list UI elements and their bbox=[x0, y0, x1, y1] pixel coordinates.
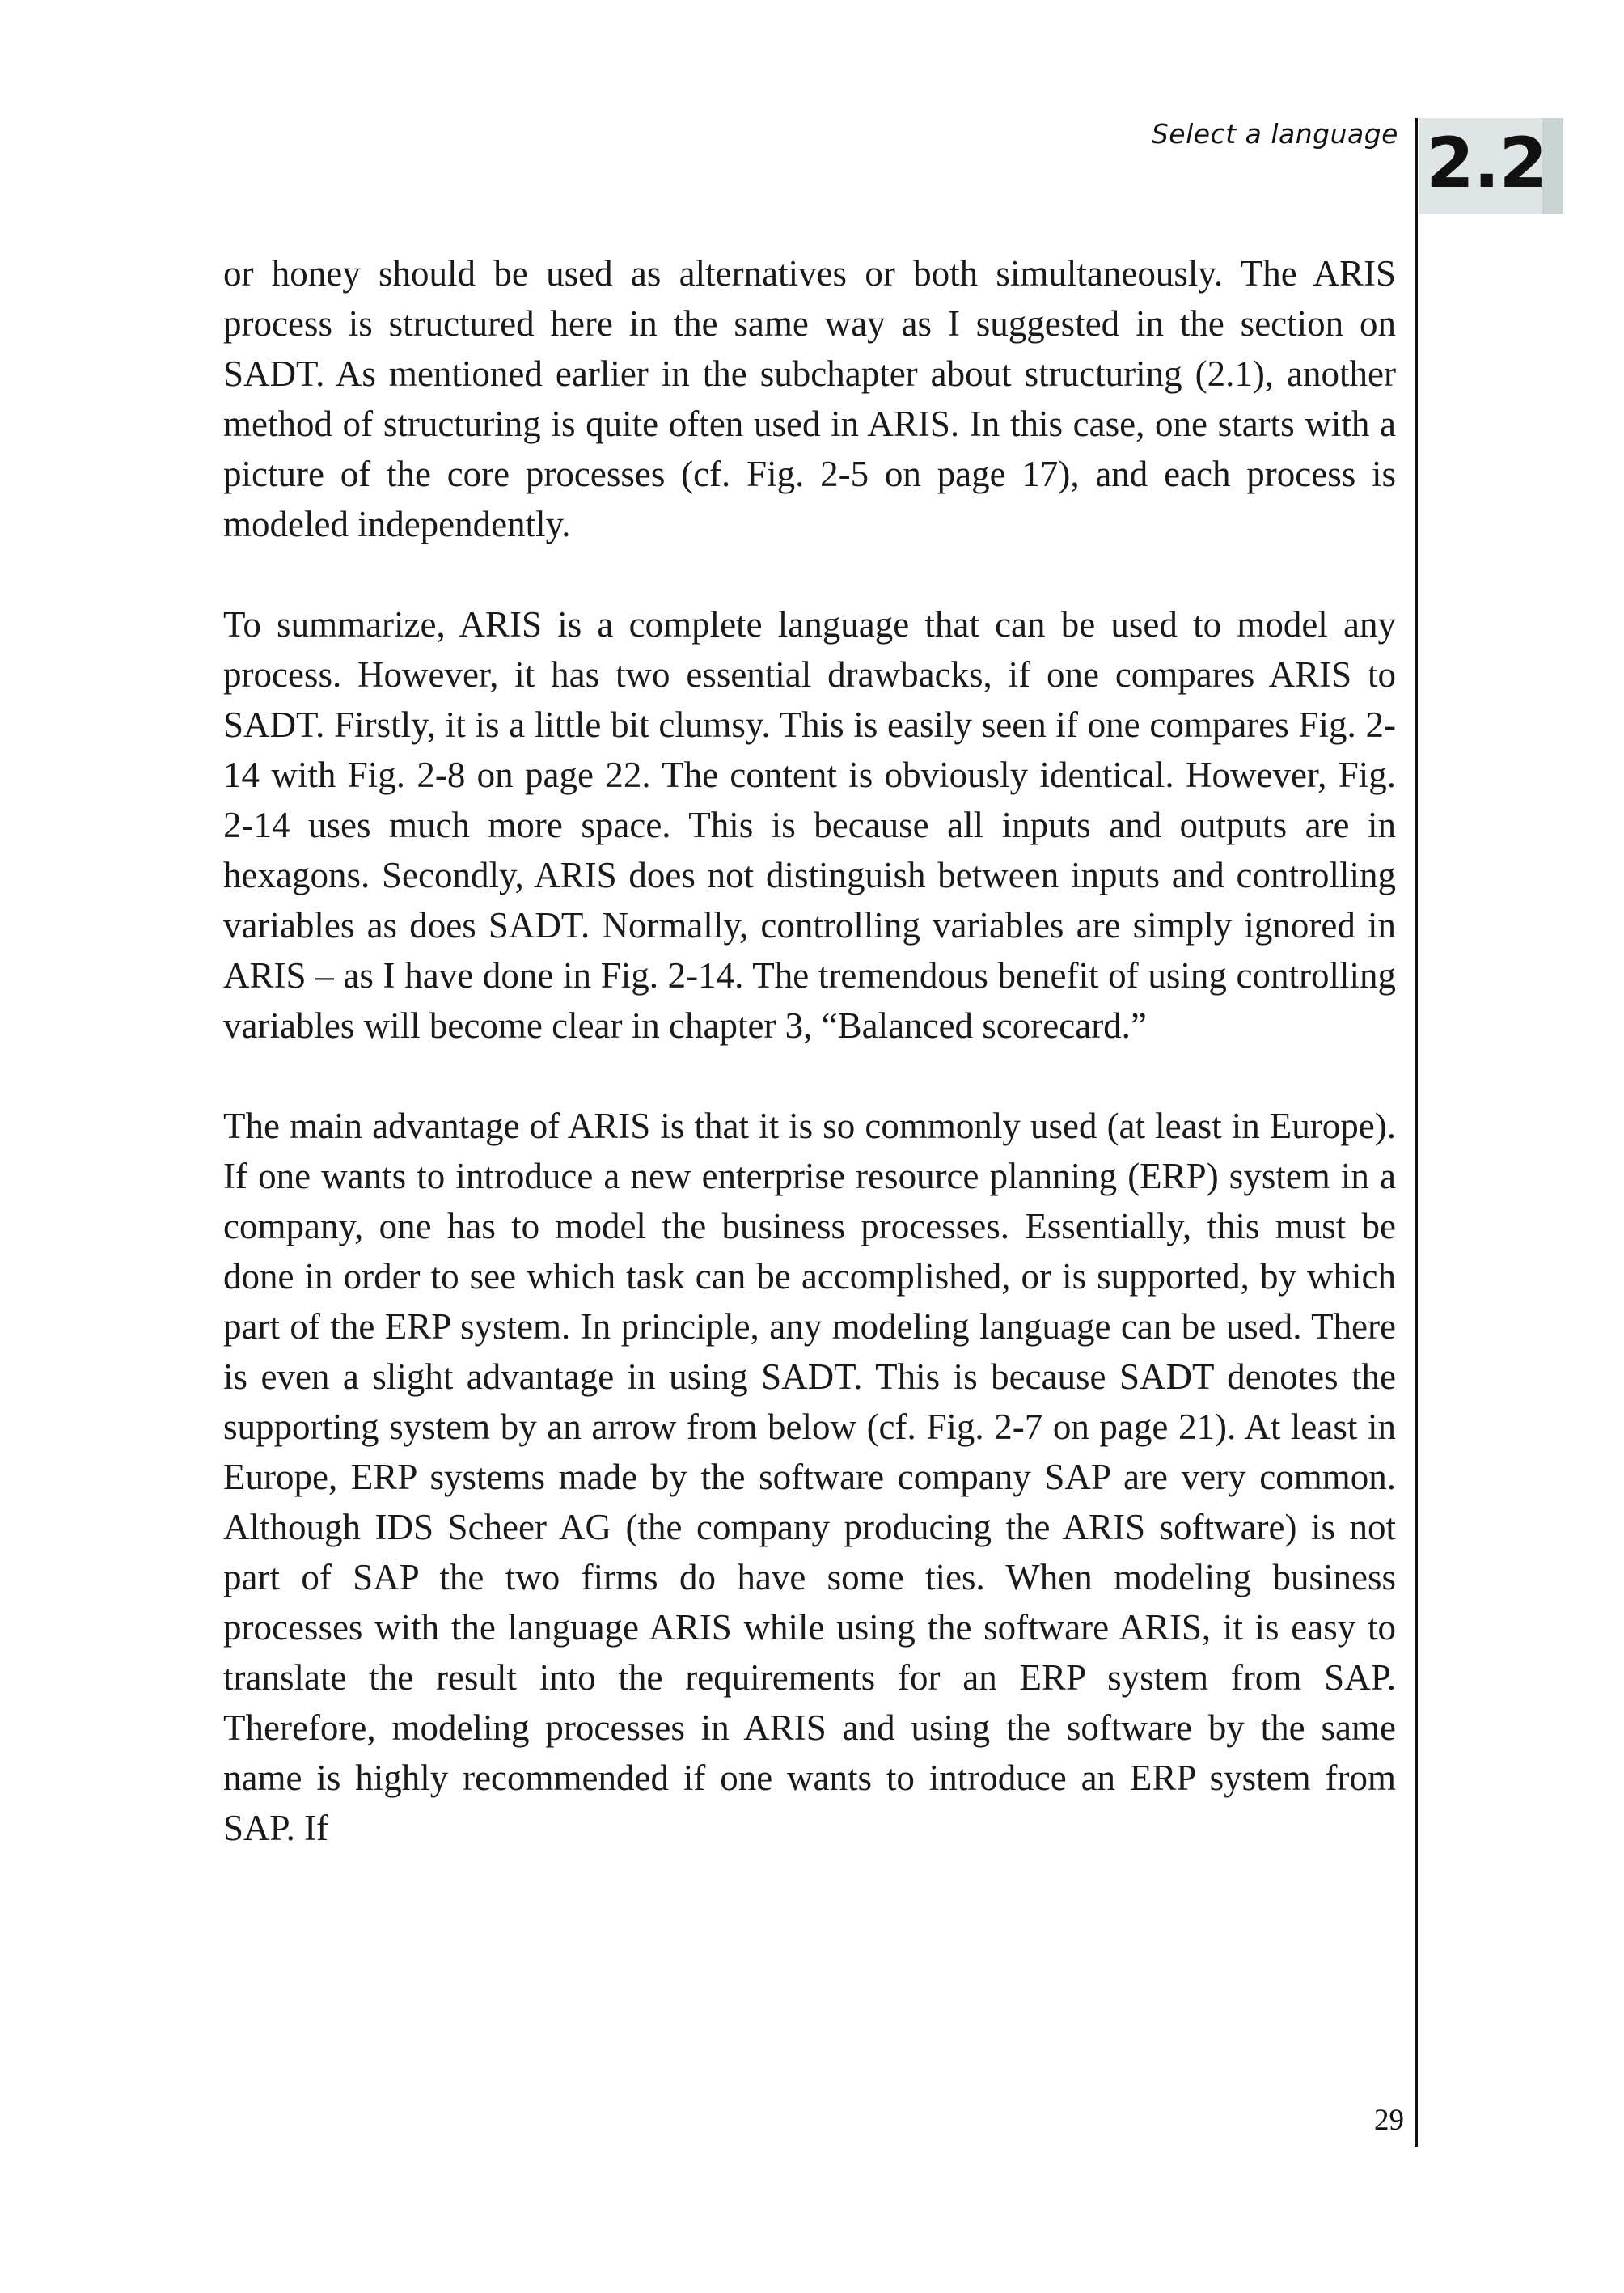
page-number: 29 bbox=[1374, 2104, 1404, 2137]
margin-vertical-rule bbox=[1415, 118, 1418, 2147]
chapter-tab bbox=[1419, 118, 1563, 214]
paragraph-2: To summarize, ARIS is a complete language that can be used to model any process. However, it has two essential drawbacks, if one compares ARIS to SADT. Firstly, it is a little bit clumsy. This is easily seen if one compares Fig. 2-14 with Fig. 2-8 on page 22. The content is obviously identical. However, Fig. 2-14 uses much more space. This is because all inputs and outputs are in hexagons. Secondly, ARIS does not distinguish between inputs and controlling variables as does SADT. Normally, controlling variables are simply ignored in ARIS – as I have done in Fig. 2-14. The tremendous benefit of using controlling variables will become clear in chapter 3, “Balanced scorecard.” bbox=[223, 604, 1396, 1046]
body-text bbox=[223, 248, 1396, 1853]
running-header-title: Select a language bbox=[1151, 118, 1398, 150]
paragraph-1: or honey should be used as alternatives or both simultaneously. The ARIS process is structured here in the same way as I suggested in the section on SADT. As mentioned earlier in the subchapter about structuring (2.1), another method of structuring is quite often used in ARIS. In this case, one starts with a picture of the core processes (cf. Fig. 2-5 on page 17), and each process is modeled independently. bbox=[223, 253, 1396, 544]
paragraph-3: The main advantage of ARIS is that it is so commonly used (at least in Europe). If one wants to introduce a new enterprise resource planning (ERP) system in a company, one has to model the business processes. Essentially, this must be done in order to see which task can be accomplished, or is supported, by which part of the ERP system. In principle, any modeling language can be used. There is even a slight advantage in using SADT. This is because SADT denotes the supporting system by an arrow from below (cf. Fig. 2-7 on page 21). At least in Europe, ERP systems made by the software company SAP are very common. Although IDS Scheer AG (the company producing the ARIS software) is not part of SAP the two firms do have some ties. When modeling business processes with the language ARIS while using the software ARIS, it is easy to translate the result into the requirements for an ERP system from SAP. Therefore, modeling processes in ARIS and using the software by the same name is highly recommended if one wants to introduce an ERP system from SAP. If bbox=[223, 1106, 1396, 1848]
chapter-number: 2.2 bbox=[1426, 123, 1547, 204]
